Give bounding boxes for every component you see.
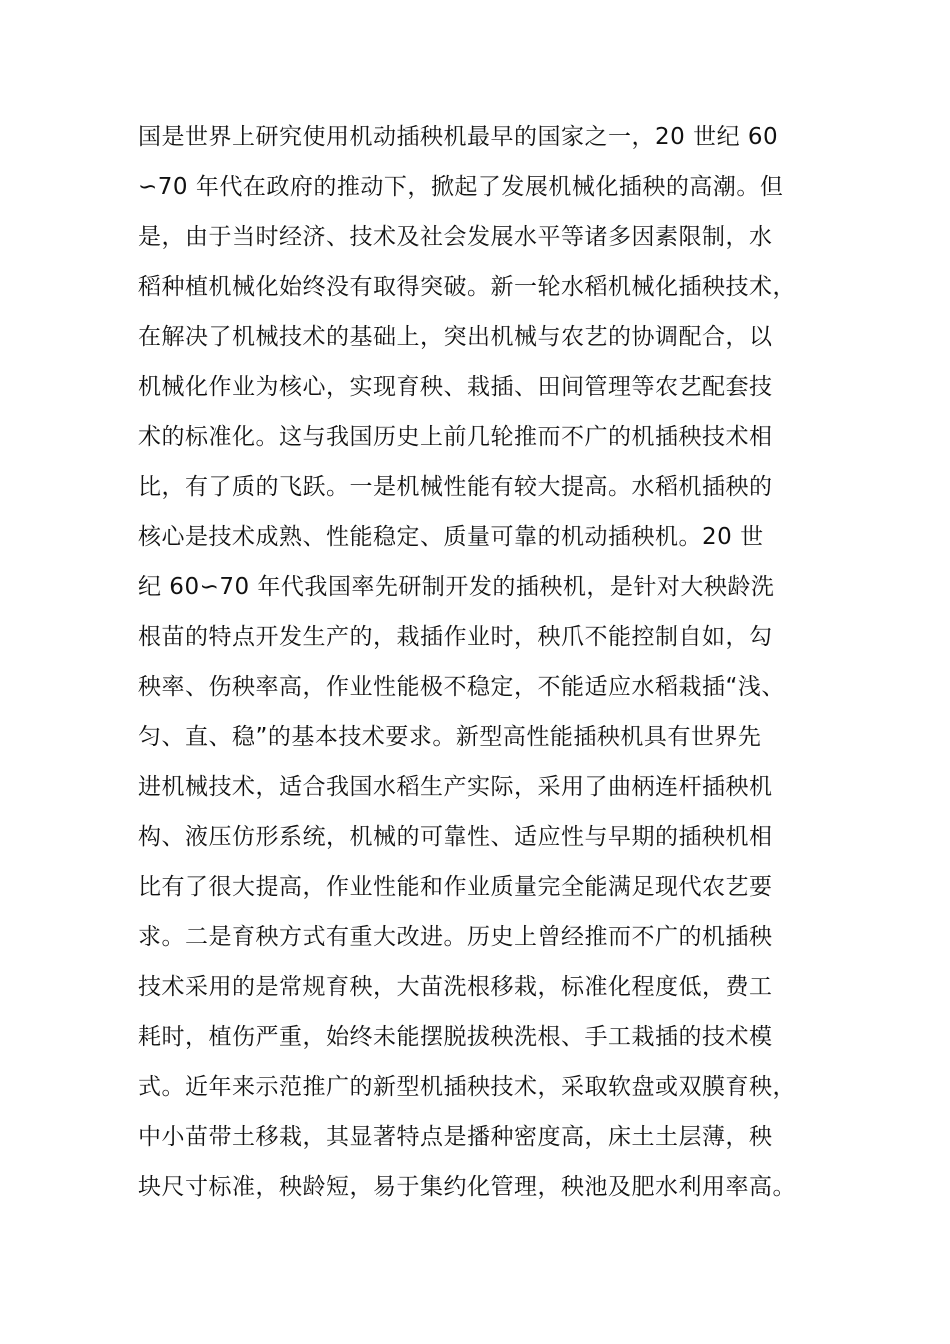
text-line: 技术采用的是常规育秧，大苗洗根移栽，标准化程度低，费工: [138, 974, 773, 1000]
text-line: 术的标准化。这与我国历史上前几轮推而不广的机插秧技术相: [138, 424, 773, 450]
text-line: 进机械技术，适合我国水稻生产实际，采用了曲柄连杆插秧机: [138, 774, 773, 800]
text-line: 机械化作业为核心，实现育秧、栽插、田间管理等农艺配套技: [138, 374, 773, 400]
text-line: 在解决了机械技术的基础上，突出机械与农艺的协调配合，以: [138, 324, 773, 350]
text-line: 根苗的特点开发生产的，栽插作业时，秧爪不能控制自如，勾: [138, 624, 773, 650]
text-line: 稻种植机械化始终没有取得突破。新一轮水稻机械化插秧技术，: [138, 274, 796, 300]
text-line: 求。二是育秧方式有重大改进。历史上曾经推而不广的机插秧: [138, 924, 773, 950]
text-line: 中小苗带土移栽，其显著特点是播种密度高，床土土层薄，秧: [138, 1124, 773, 1150]
text-line: 构、液压仿形系统，机械的可靠性、适应性与早期的插秧机相: [138, 824, 773, 850]
text-line: 比，有了质的飞跃。一是机械性能有较大提高。水稻机插秧的: [138, 474, 773, 500]
text-line: 纪 60∽70 年代我国率先研制开发的插秧机，是针对大秧龄洗: [138, 574, 775, 600]
text-line: ∽70 年代在政府的推动下，掀起了发展机械化插秧的高潮。但: [138, 174, 784, 200]
text-line: 核心是技术成熟、性能稳定、质量可靠的机动插秧机。20 世: [138, 524, 764, 550]
text-line: 匀、直、稳”的基本技术要求。新型高性能插秧机具有世界先: [138, 724, 762, 750]
text-line: 秧率、伤秧率高，作业性能极不稳定，不能适应水稻栽插“浅、: [138, 674, 785, 700]
text-line: 是，由于当时经济、技术及社会发展水平等诸多因素限制，水: [138, 224, 773, 250]
text-line: 耗时，植伤严重，始终未能摆脱拔秧洗根、手工栽插的技术模: [138, 1024, 773, 1050]
body-paragraph: [138, 112, 838, 1212]
text-line: 块尺寸标准，秧龄短，易于集约化管理，秧池及肥水利用率高。: [138, 1174, 796, 1200]
text-line: 比有了很大提高，作业性能和作业质量完全能满足现代农艺要: [138, 874, 773, 900]
text-line: 式。近年来示范推广的新型机插秧技术，采取软盘或双膜育秧，: [138, 1074, 796, 1100]
text-line: 国是世界上研究使用机动插秧机最早的国家之一，20 世纪 60: [138, 124, 779, 150]
